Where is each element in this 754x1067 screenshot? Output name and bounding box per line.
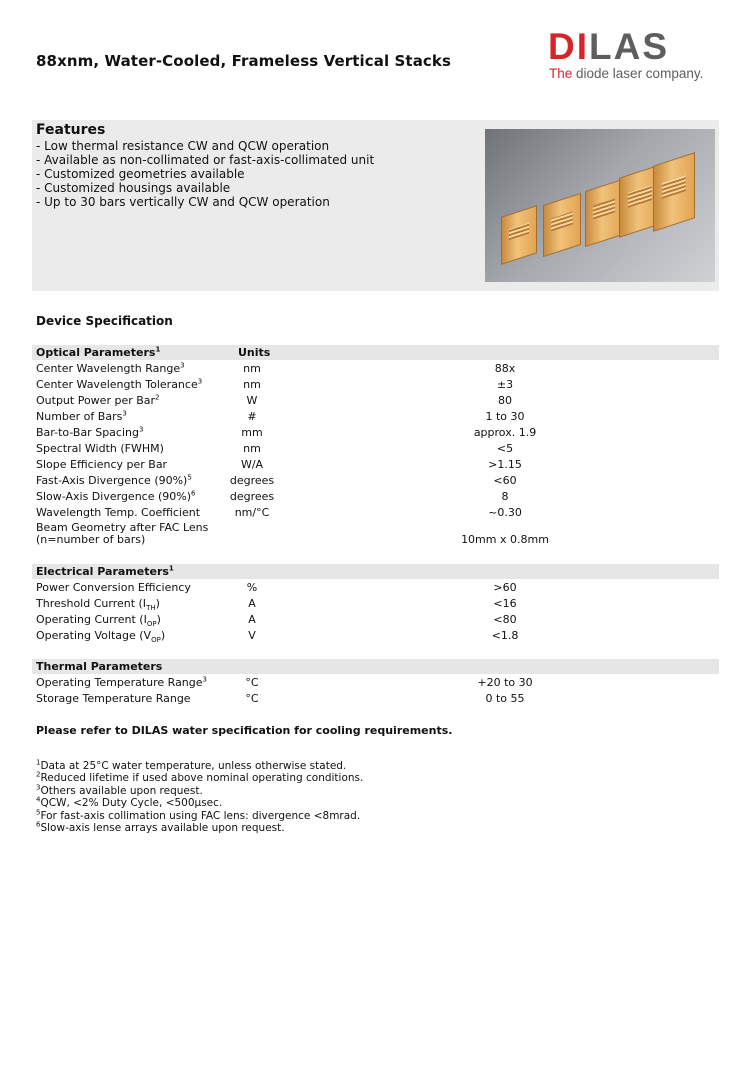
footnote-text: QCW, <2% Duty Cycle, <500µsec. bbox=[40, 797, 223, 810]
param-unit: # bbox=[247, 410, 257, 423]
param-footnote-ref: 3 bbox=[202, 675, 207, 684]
logo-word-grey: LAS bbox=[589, 26, 669, 67]
param-name: (n=number of bars) bbox=[36, 533, 146, 546]
table-row bbox=[0, 676, 754, 692]
feature-item: - Available as non-collimated or fast-axis-collimated unit bbox=[36, 153, 375, 167]
product-photo bbox=[485, 129, 715, 282]
thermal-title: Thermal Parameters bbox=[36, 660, 163, 673]
param-name: Threshold Current $(I_{TH})$ bbox=[36, 597, 160, 613]
electrical-title bbox=[36, 565, 174, 578]
table-row bbox=[0, 490, 754, 506]
param-unit: A bbox=[248, 597, 256, 610]
param-name: Spectral Width (FWHM) bbox=[36, 442, 164, 455]
features-list bbox=[36, 139, 374, 209]
param-unit: A bbox=[248, 613, 256, 626]
footnote-text: For fast-axis collimation using FAC lens: divergence <8mrad. bbox=[40, 809, 361, 822]
param-unit: nm bbox=[243, 378, 261, 391]
param-name: Fast-Axis Divergence $(90\%)^5$ bbox=[36, 473, 192, 487]
param-unit: °C bbox=[245, 676, 259, 689]
param-name: Operating Voltage $(V_{OP})$ bbox=[36, 629, 166, 645]
table-row bbox=[0, 362, 754, 378]
param-footnote-ref: 2 bbox=[155, 393, 160, 402]
param-subscript: OP bbox=[151, 636, 161, 645]
param-unit: degrees bbox=[229, 474, 275, 487]
optical-title bbox=[36, 346, 160, 359]
footnote-text: Data at 25°C water temperature, unless otherwise stated. bbox=[40, 760, 347, 772]
param-name: Slow-Axis Divergence $(90\%)^6$ bbox=[36, 489, 196, 503]
table-row bbox=[0, 378, 754, 394]
param-value: approx. 1.9 bbox=[473, 426, 537, 439]
param-name: Bar-to-Bar Spacing$^3$ bbox=[36, 425, 144, 439]
param-value: 10mm x 0.8mm bbox=[461, 533, 549, 546]
footnote-item bbox=[36, 822, 363, 834]
param-value: 88x bbox=[494, 362, 516, 375]
param-name: Beam Geometry after FAC Lens bbox=[36, 521, 209, 534]
feature-item: - Low thermal resistance CW and QCW operation bbox=[36, 139, 330, 153]
param-name: Center Wavelength Range$^3$ bbox=[36, 361, 185, 375]
table-row bbox=[0, 458, 754, 474]
spec-title: Device Specification bbox=[36, 314, 173, 328]
logo-tagline bbox=[549, 66, 728, 81]
param-name: Output Power per Bar$^2$ bbox=[36, 393, 160, 407]
param-name: Number of Bars$^3$ bbox=[36, 409, 127, 423]
param-value: 1 to 30 bbox=[485, 410, 525, 423]
table-row bbox=[0, 394, 754, 410]
electrical-title-sup: 1 bbox=[168, 564, 174, 573]
logo-tag-red: The bbox=[549, 66, 573, 81]
param-footnote-ref: 3 bbox=[138, 425, 144, 434]
param-value: 80 bbox=[498, 394, 512, 407]
table-row bbox=[0, 506, 754, 522]
param-unit: W/A bbox=[240, 458, 264, 471]
features-title: Features bbox=[36, 122, 106, 138]
footnote-number: 2 bbox=[36, 770, 41, 779]
param-name: Storage Temperature Range bbox=[36, 692, 191, 705]
footnote-item bbox=[36, 760, 363, 772]
table-row bbox=[0, 410, 754, 426]
footnote-number: 6 bbox=[36, 820, 41, 829]
param-subscript: OP bbox=[146, 620, 157, 629]
table-row bbox=[0, 613, 754, 629]
param-value: 8 bbox=[501, 490, 509, 503]
param-name: Slope Efficiency per Bar bbox=[36, 458, 168, 471]
laser-stack-image bbox=[543, 193, 581, 257]
table-row bbox=[0, 581, 754, 597]
param-unit: nm/°C bbox=[234, 506, 270, 519]
dilas-logo bbox=[548, 26, 728, 86]
param-footnote-ref: 3 bbox=[197, 377, 203, 386]
table-row bbox=[0, 426, 754, 442]
features-panel bbox=[32, 120, 719, 291]
feature-item: - Customized housings available bbox=[36, 181, 231, 195]
param-footnote-ref: 5 bbox=[187, 473, 192, 482]
optical-title-text: Optical Parameters bbox=[36, 346, 156, 359]
laser-stack-image bbox=[585, 179, 623, 247]
table-row bbox=[0, 692, 754, 708]
table-row bbox=[0, 442, 754, 458]
param-value: +20 to 30 bbox=[477, 676, 533, 689]
param-unit: nm bbox=[243, 442, 261, 455]
param-name: Power Conversion Efficiency bbox=[36, 581, 191, 594]
footnote-number: 3 bbox=[36, 783, 41, 792]
param-subscript: TH bbox=[146, 604, 156, 613]
param-value: >60 bbox=[493, 581, 517, 594]
param-footnote-ref: 6 bbox=[191, 489, 196, 498]
optical-title-sup: 1 bbox=[155, 345, 161, 354]
param-value: <1.8 bbox=[491, 629, 519, 642]
logo-word-red: DI bbox=[548, 26, 589, 67]
param-unit: W bbox=[246, 394, 258, 407]
footnote-number: 4 bbox=[36, 795, 41, 804]
footnote-item bbox=[36, 797, 363, 809]
footnote-text: Others available upon request. bbox=[40, 784, 203, 797]
param-footnote-ref: 3 bbox=[180, 361, 185, 370]
feature-item: - Up to 30 bars vertically CW and QCW operation bbox=[36, 195, 330, 209]
param-value: >1.15 bbox=[488, 458, 522, 471]
param-name: Wavelength Temp. Coefficient bbox=[36, 506, 201, 519]
footnote-text: Slow-axis lense arrays available upon request. bbox=[40, 822, 285, 835]
footnote-item bbox=[36, 772, 363, 784]
table-row bbox=[0, 629, 754, 645]
page-title: 88xnm, Water-Cooled, Frameless Vertical Stacks bbox=[36, 52, 452, 70]
cooling-note: Please refer to DILAS water specification for cooling requirements. bbox=[36, 724, 453, 737]
param-unit: nm bbox=[243, 362, 261, 375]
table-row bbox=[0, 533, 754, 549]
param-unit: mm bbox=[241, 426, 263, 439]
param-value: <60 bbox=[493, 474, 517, 487]
param-value: <16 bbox=[493, 597, 517, 610]
param-unit: degrees bbox=[229, 490, 275, 503]
feature-item: - Customized geometries available bbox=[36, 167, 245, 181]
laser-stack-image bbox=[501, 205, 537, 265]
logo-wordmark bbox=[548, 26, 728, 67]
param-unit: °C bbox=[245, 692, 259, 705]
table-row bbox=[0, 474, 754, 490]
footnote-item bbox=[36, 785, 363, 797]
param-value: 0 to 55 bbox=[485, 692, 525, 705]
param-unit: V bbox=[248, 629, 256, 642]
param-unit: % bbox=[246, 581, 258, 594]
footnote-number: 1 bbox=[36, 758, 41, 767]
table-row bbox=[0, 597, 754, 613]
param-name: Center Wavelength Tolerance$^3$ bbox=[36, 377, 203, 391]
param-name: Operating Current $(I_{OP})$ bbox=[36, 613, 161, 629]
footnotes bbox=[36, 760, 363, 834]
units-header: Units bbox=[238, 346, 271, 359]
laser-stack-image bbox=[653, 152, 695, 232]
footnote-text: Reduced lifetime if used above nominal operating conditions. bbox=[40, 772, 364, 785]
electrical-title-text: Electrical Parameters bbox=[36, 565, 169, 578]
param-value: ±3 bbox=[496, 378, 514, 391]
param-name: Operating Temperature Range$^3$ bbox=[36, 675, 207, 689]
logo-tag-grey: diode laser company. bbox=[572, 66, 704, 81]
param-footnote-ref: 3 bbox=[122, 409, 127, 418]
footnote-number: 5 bbox=[36, 808, 41, 817]
footnote-item bbox=[36, 810, 363, 822]
param-value: <5 bbox=[496, 442, 514, 455]
param-value: <80 bbox=[493, 613, 517, 626]
param-value: ~0.30 bbox=[488, 506, 522, 519]
